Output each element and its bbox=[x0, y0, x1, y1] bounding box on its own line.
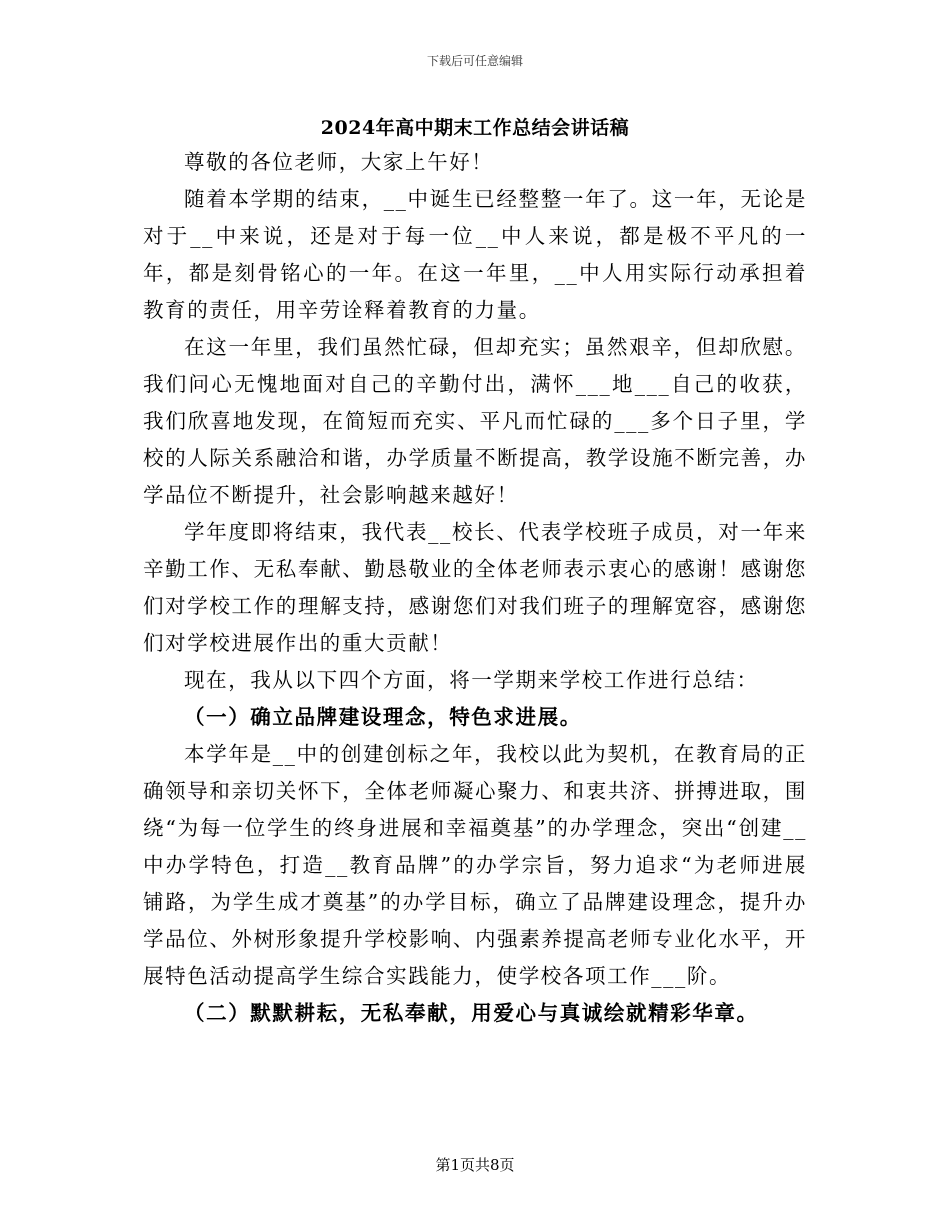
body-paragraph: 随着本学期的结束，__中诞生已经整整一年了。这一年，无论是对于__中来说，还是对于每一位__中人来说，都是极不平凡的一年，都是刻骨铭心的一年。在这一年里，__中人用实际行动承担着教育的责任，用辛劳诠释着教育的力量。 bbox=[143, 187, 807, 322]
page-title: 2024年高中期末工作总结会讲话稿 bbox=[320, 117, 630, 139]
body-paragraph: 在这一年里，我们虽然忙碌，但却充实；虽然艰辛，但却欣慰。我们问心无愧地面对自己的辛勤付出，满怀___地___自己的收获，我们欣喜地发现，在简短而充实、平凡而忙碌的___多个日子里，学校的人际关系融洽和谐，办学质量不断提高，教学设施不断完善，办学品位不断提升，社会影响越来越好！ bbox=[143, 335, 807, 507]
body-paragraph: 学年度即将结束，我代表__校长、代表学校班子成员，对一年来辛勤工作、无私奉献、勤恳敬业的全体老师表示衷心的感谢！感谢您们对学校工作的理解支持，感谢您们对我们班子的理解宽容，感谢您们对学校进展作出的重大贡献！ bbox=[143, 520, 807, 655]
section-heading-1: （一）确立品牌建设理念，特色求进展。 bbox=[184, 705, 582, 729]
body-paragraph: 本学年是__中的创建创标之年，我校以此为契机，在教育局的正确领导和亲切关怀下，全体老师凝心聚力、和衷共济、拼搏进取，围绕“为每一位学生的终身进展和幸福奠基”的办学理念，突出“创建__中办学特色，打造__教育品牌”的办学宗旨，努力追求“为老师进展铺路，为学生成才奠基”的办学目标，确立了品牌建设理念，提升办学品位、外树形象提升学校影响、内强素养提高老师专业化水平，开展特色活动提高学生综合实践能力，使学校各项工作___阶。 bbox=[143, 742, 807, 988]
page-header-note: 下载后可任意编辑 bbox=[426, 54, 523, 68]
body-paragraph: 现在，我从以下四个方面，将一学期来学校工作进行总结： bbox=[184, 668, 759, 692]
page-footer-number: 第1页共8页 bbox=[435, 1156, 515, 1174]
section-heading-2: （二）默默耕耘，无私奉献，用爱心与真诚绘就精彩华章。 bbox=[184, 1001, 759, 1025]
greeting-paragraph: 尊敬的各位老师，大家上午好！ bbox=[184, 150, 494, 174]
document-body bbox=[143, 144, 807, 1032]
